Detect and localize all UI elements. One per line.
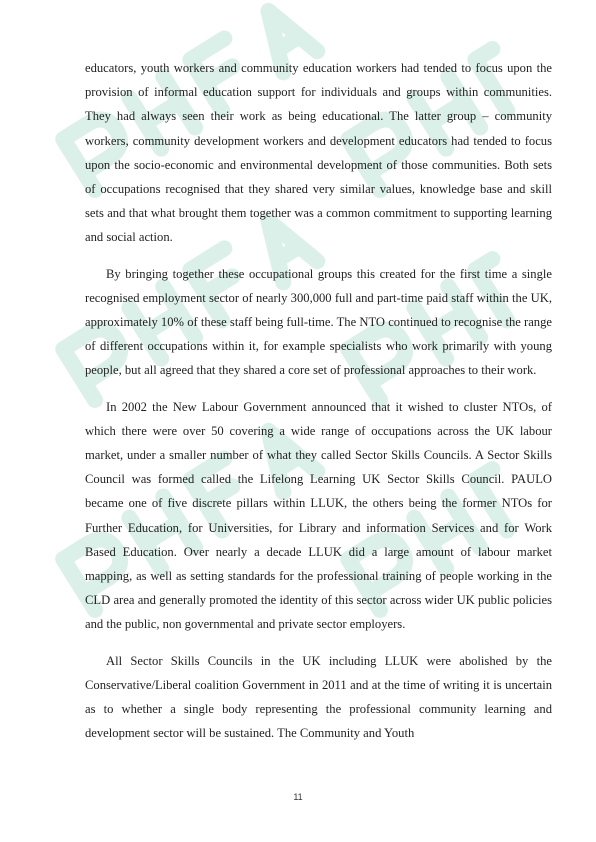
body-text xyxy=(85,56,552,757)
paragraph-4: All Sector Skills Councils in the UK including LLUK were abolished by the Conservative/Liberal coalition Government in 2011 and at the time of writing it is uncertain as to whether a single body representing the professional community learning and development sector will be sustained. The Community and Youth xyxy=(85,653,552,741)
paragraph-2: By bringing together these occupational groups this created for the first time a single recognised employment sector of nearly 300,000 full and part-time paid staff within the UK, approximately 10% of these staff being full-time. The NTO continued to recognise the range of different occupations within it, for example specialists who work primarily with young people, but all agreed that they shared a core set of professional approaches to their work. xyxy=(85,266,552,378)
paragraph-1: educators, youth workers and community education workers had tended to focus upon the provision of informal education support for individuals and groups within communities. They had always seen their work as being educational. The latter group – community workers, community development workers and development educators had tended to focus upon the socio-economic and environmental development of those communities. Both sets of occupations recognised that they shared very similar values, knowledge base and skill sets and that what brought them together was a common commitment to supporting learning and social action. xyxy=(85,61,552,245)
paragraph-3: In 2002 the New Labour Government announced that it wished to cluster NTOs, of which there were over 50 covering a wide range of occupations across the UK labour market, under a smaller number of what they called Sector Skills Councils. A Sector Skills Council was formed called the Lifelong Learning UK Sector Skills Council. PAULO became one of five discrete pillars within LLUK, the others being the former NTOs for Further Education, for Universities, for Library and information Services and for Work Based Education. Over nearly a decade LLUK did a large amount of labour market mapping, as well as setting standards for the professional training of people working in the CLD area and generally promoted the identity of this sector across wider UK public policies and the public, non governmental and private sector employers. xyxy=(85,399,552,632)
page-number: 11 xyxy=(293,792,303,802)
